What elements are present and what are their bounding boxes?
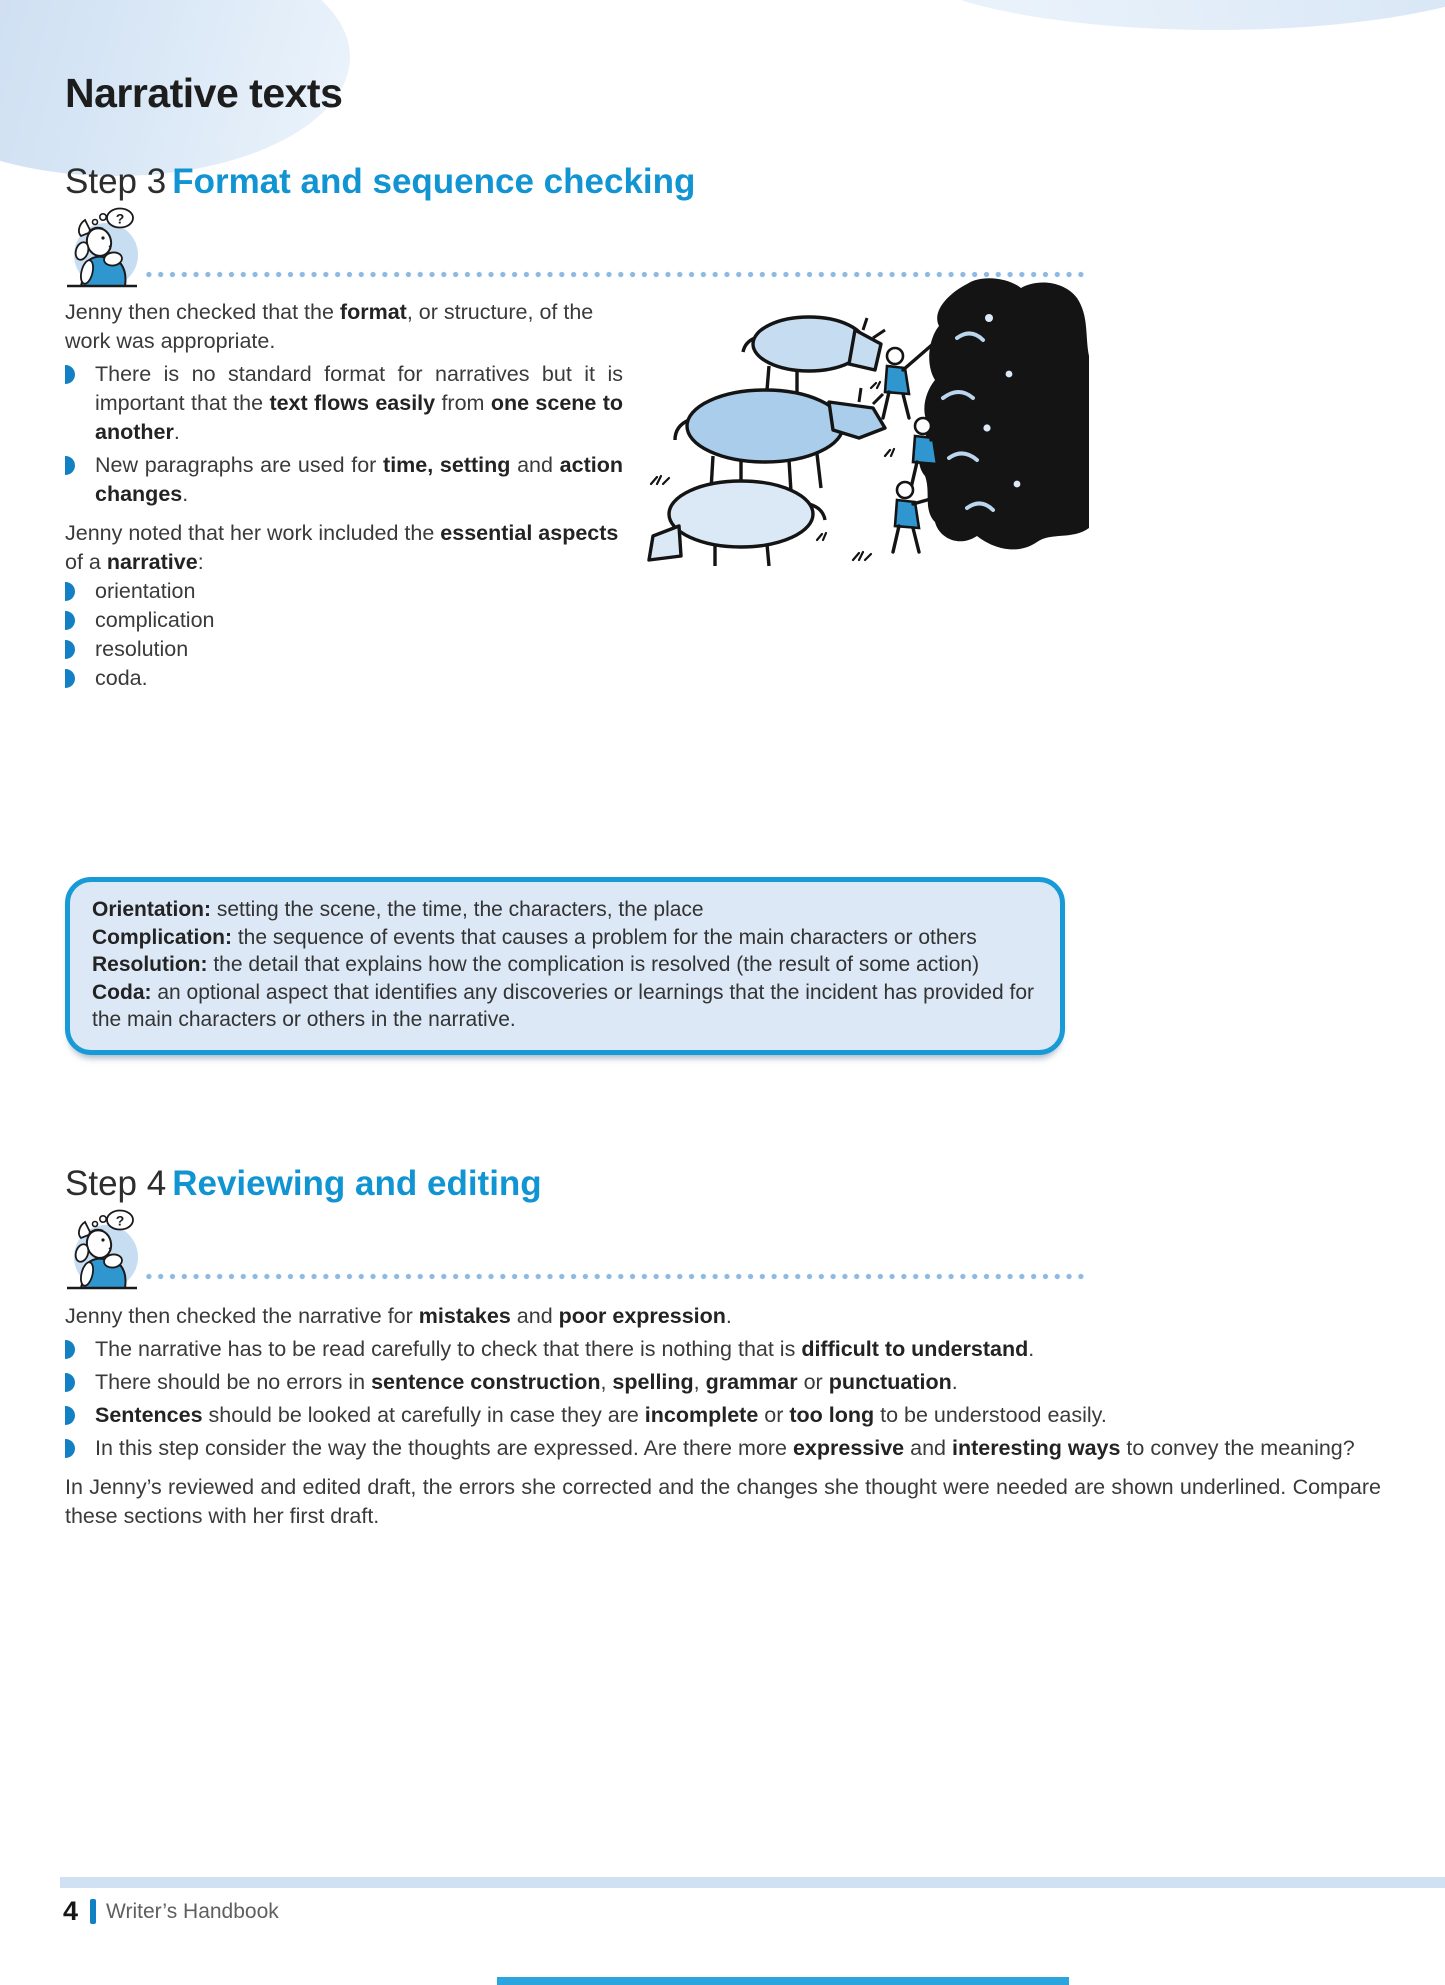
narrative-aspects-list — [65, 577, 623, 693]
definition-entry: Complication: the sequence of events that causes a problem for the main characters or others — [92, 925, 977, 949]
step-3-text-column — [65, 298, 623, 693]
step-label: Step 3 — [65, 162, 167, 201]
bullet-text: There is no standard format for narratives but it is important that the text flows easily from one scene to another. — [95, 362, 624, 444]
question-mark-glyph: ? — [115, 210, 125, 227]
step-3-section — [65, 160, 1381, 1055]
fire-scene-illustration — [637, 278, 1089, 568]
footer-rule — [60, 1877, 1445, 1888]
book-title: Writer’s Handbook — [106, 1899, 279, 1923]
bullet-icon — [65, 456, 75, 475]
bullet-item — [65, 451, 623, 509]
list-item-label: coda. — [95, 666, 148, 690]
bullet-item — [65, 1434, 1381, 1463]
paragraph: In Jenny’s reviewed and edited draft, the errors she corrected and the changes she thought were needed are shown underlined. Compare these sections with her first draft. — [65, 1475, 1381, 1528]
definition-entry: Resolution: the detail that explains how the complication is resolved (the result of some action) — [92, 953, 980, 976]
list-item — [65, 635, 623, 664]
page-edge-mark — [497, 1977, 1069, 1985]
question-mark-glyph: ? — [115, 1212, 125, 1229]
dotted-divider — [143, 1273, 1084, 1280]
page-number: 4 — [63, 1896, 79, 1926]
bullet-item — [65, 360, 623, 447]
thinker-icon — [65, 206, 143, 290]
bullet-text: New paragraphs are used for time, setting and action changes. — [95, 453, 623, 506]
smoke-group — [919, 278, 1089, 549]
step-3-heading — [65, 160, 1381, 204]
bullet-item — [65, 1401, 1381, 1430]
bullet-icon — [65, 1373, 75, 1392]
definition-entry: Orientation: setting the scene, the time, the characters, the place — [92, 898, 704, 921]
bullet-icon — [65, 582, 75, 601]
cow-middle-icon — [675, 388, 885, 492]
bullet-icon — [65, 611, 75, 630]
bullet-text: In this step consider the way the thoughts are expressed. Are there more expressive and interesting ways to convey the meaning? — [95, 1436, 1355, 1460]
bullet-text: There should be no errors in sentence construction, spelling, grammar or punctuation. — [95, 1370, 958, 1394]
bullet-text: Sentences should be looked at carefully in case they are incomplete or too long to be understood easily. — [95, 1403, 1107, 1427]
cow-bottom-icon — [649, 481, 825, 566]
list-item — [65, 664, 623, 693]
step-4-section — [65, 1162, 1381, 1531]
definition-entry: Coda: an optional aspect that identifies any discoveries or learnings that the incident has provided for the main characters or others in the narrative. — [92, 980, 1035, 1031]
list-item-label: orientation — [95, 579, 196, 603]
step-name: Reviewing and editing — [172, 1164, 542, 1203]
corner-swoosh — [895, 0, 1445, 30]
footer — [63, 1896, 279, 1927]
list-item — [65, 577, 623, 606]
list-item-label: complication — [95, 608, 215, 632]
step-label: Step 4 — [65, 1164, 167, 1203]
page-title: Narrative texts — [65, 70, 343, 116]
bullet-icon — [65, 365, 75, 384]
bullet-item — [65, 1368, 1381, 1397]
list-item — [65, 606, 623, 635]
cows-group — [649, 317, 885, 566]
step-4-icon-row — [65, 1208, 1381, 1292]
thinker-icon — [65, 1208, 143, 1292]
paragraph: Jenny then checked the narrative for mistakes and poor expression. — [65, 1304, 732, 1328]
paragraph: Jenny noted that her work included the essential aspects of a narrative: — [65, 521, 619, 574]
bullet-item — [65, 1335, 1381, 1364]
bullet-icon — [65, 1340, 75, 1359]
step-name: Format and sequence checking — [172, 162, 696, 201]
cow-top-icon — [743, 317, 885, 392]
footer-divider — [90, 1899, 96, 1924]
dotted-divider — [143, 271, 1084, 278]
bullet-text: The narrative has to be read carefully to check that there is nothing that is difficult to understand. — [95, 1337, 1035, 1361]
list-item-label: resolution — [95, 637, 189, 661]
step-4-text — [65, 1302, 1381, 1531]
step-4-heading — [65, 1162, 1381, 1206]
bullet-icon — [65, 1406, 75, 1425]
bullet-icon — [65, 640, 75, 659]
bullet-icon — [65, 669, 75, 688]
paragraph: Jenny then checked that the format, or structure, of the work was appropriate. — [65, 300, 594, 353]
definitions-callout — [65, 877, 1065, 1055]
bullet-icon — [65, 1439, 75, 1458]
